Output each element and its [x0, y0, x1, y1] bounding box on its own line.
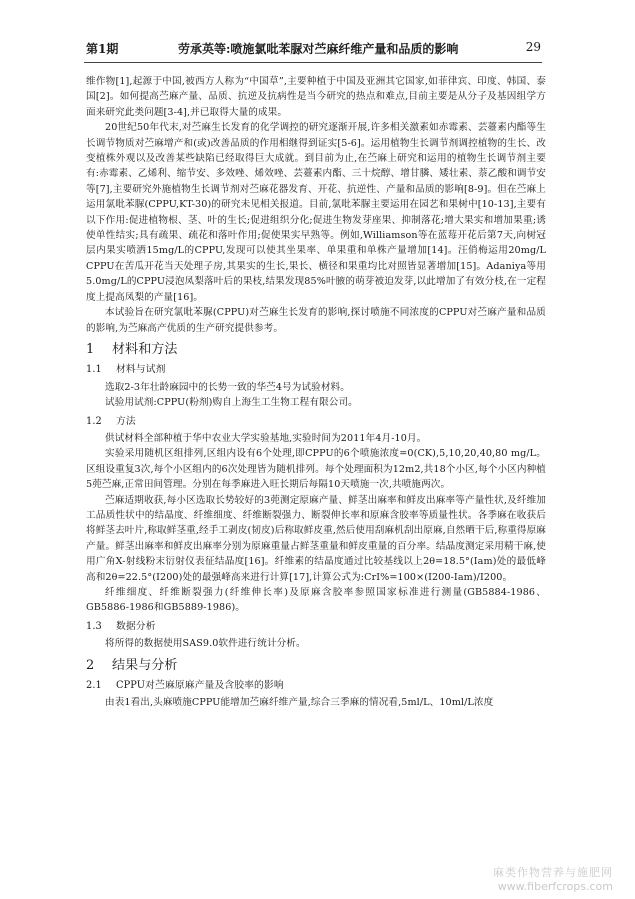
paragraph: 实验采用随机区组排列,区组内设有6个处理,即CPPU的6个喷施浓度=0(CK),5,10,20,40,80 mg/L。区组设重复3次,每个小区组内的6次处理皆为随机排列。每个处理面积为12m2,共18个小区,每个小区内种植5蔸苎麻,正常田间管理。分别在每季麻进入旺长期后每隔10天喷施一次,共喷施两次。	[86, 448, 546, 491]
section-number: 1	[86, 341, 95, 357]
subsection-heading	[86, 362, 546, 377]
subsection-number: 1.3	[86, 620, 102, 632]
subsection-title: 数据分析	[116, 620, 156, 632]
section-heading-results	[86, 658, 546, 673]
paragraph: 由表1看出,头麻喷施CPPU能增加苎麻纤维产量,综合三季麻的情况看,5ml/L、10ml/L浓度	[105, 697, 494, 709]
paragraph: 供试材料全部种植于华中农业大学实验基地,实验时间为2011年4月-10月。	[105, 432, 427, 444]
intro-paragraph-1: 维作物[1],起源于中国,被西方人称为“中国草”,主要种植于中国及亚洲其它国家,如菲律宾、印度、韩国、泰国[2]。如何提高苎麻产量、品质、抗逆及抗病性是当今研究的热点和难点,目前主要是从分子及基因组学方面来研究此类问题[3-4],并已取得大量的成果。	[86, 76, 546, 118]
header-rule	[84, 62, 542, 63]
intro-paragraph-2: 20世纪50年代末,对苎麻生长发育的化学调控的研究逐渐开展,许多相关激素如赤霉素、芸薹素内酯等生长调节物质对苎麻增产和(或)改善品质的作用相继得到证实[5-6]。运用植物生长调节剂调控植物的生长、改变植株外观以及改善某些缺陷已经取得巨大成就。到目前为止,在苎麻上研究和运用的植物生长调节剂主要有:赤霉素、乙烯利、缩节安、多效唑、烯效唑、芸薹素内酯、三十烷醇、增甘膦、矮壮素、萘乙酸和调节安等[7],主要研究外施植物生长调节剂对苎麻花器发育、开花、抗逆性、产量和品质的影响[8-9]。但在苎麻上运用氯吡苯脲(CPPU,KT-30)的研究未见相关报道。目前,氯吡苯脲主要运用在园艺和果树中[10-13],主要有以下作用:促进植物根、茎、叶的生长;促进组织分化;促进生物发芽座果、抑制落花;增大果实和增加果重;诱使单性结实;具有疏果、疏花和落叶作用;促使果实早熟等。例如,Williamson等在蓝莓开花后第7天,向树冠层内果实喷洒15mg/L的CPPU,发现可以使其坐果率、单果重和单株产量增加[14]。汪俏梅运用20mg/L CPPU在苦瓜开花当天处理子房,其果实的生长,果长、横径和果重均比对照皆显著增加[15]。Adaniya等用5.0mg/L的CPPU浸泡凤梨落叶后的果枝,结果发现85%叶腋的萌芽被迫发芽,以此增加了有效分枝,在一定程度上提高凤梨的产量[16]。	[86, 122, 546, 303]
section-title: 结果与分析	[112, 657, 178, 673]
running-header	[86, 40, 541, 58]
subsection-number: 1.2	[86, 415, 102, 427]
watermark-text: 麻类作物营养与施肥网	[493, 866, 613, 879]
article-running-title: 劳承英等:喷施氯吡苯脲对苎麻纤维产量和品质的影响	[178, 42, 459, 56]
section-title: 材料和方法	[112, 341, 178, 357]
subsection-number: 1.1	[86, 364, 102, 376]
page-number: 29	[525, 40, 541, 54]
article-body	[86, 74, 546, 711]
issue-label: 第1期	[86, 42, 119, 56]
subsection-title: CPPU对苎麻原麻产量及含胶率的影响	[116, 680, 284, 692]
paragraph: 苎麻适期收获,每小区选取长势较好的3蔸测定原麻产量、鲜茎出麻率和鲜皮出麻率等产量性状,及纤维加工品质性状中的结晶度、纤维细度、纤维断裂强力、断裂伸长率和原麻含胶率等质量性状。各季麻在收获后将鲜茎去叶片,称取鲜茎重,经手工剥皮(韧皮)后称取鲜皮重,然后使用刮麻机刮出原麻,自然晒干后,称重得原麻产量。鲜茎出麻率和鲜皮出麻率分别为原麻重量占鲜茎重量和鲜皮重量的百分率。结晶度测定采用精干麻,使用广角X-射线粉末衍射仪表征结晶度[16]。纤维素的结晶度通过比较基线以上2θ=18.5°(Iam)处的最低峰高和2θ=22.5°(I200)处的最强峰高来进行计算[17],计算公式为:CrI%=100×(I200-Iam)/I200。	[86, 494, 546, 583]
subsection-number: 2.1	[86, 680, 102, 692]
subsection-heading	[86, 678, 546, 693]
subsection-heading	[86, 414, 546, 429]
paragraph: 纤维细度、纤维断裂强力(纤维伸长率)及原麻含胶率参照国家标准进行测量(GB5884-1986、GB5886-1986和GB5889-1986)。	[86, 587, 546, 614]
intro-paragraph-3: 本试验旨在研究氯吡苯脲(CPPU)对苎麻生长发育的影响,探讨喷施不同浓度的CPPU对苎麻产量和品质的影响,为苎麻高产优质的生产研究提供参考。	[86, 307, 546, 334]
watermark-url: www.fiberfcrops.com	[497, 880, 613, 893]
paragraph: 将所得的数据使用SAS9.0软件进行统计分析。	[105, 638, 306, 650]
watermark	[493, 864, 613, 893]
paragraph: 选取2-3年壮龄麻园中的长势一致的华苎4号为试验材料。	[105, 381, 350, 393]
section-number: 2	[86, 657, 95, 673]
subsection-title: 方法	[116, 415, 136, 427]
subsection-heading	[86, 619, 546, 634]
subsection-title: 材料与试剂	[116, 364, 166, 376]
paragraph: 试验用试剂:CPPU(粉剂)购自上海生工生物工程有限公司。	[105, 397, 358, 409]
section-heading-methods	[86, 342, 546, 357]
